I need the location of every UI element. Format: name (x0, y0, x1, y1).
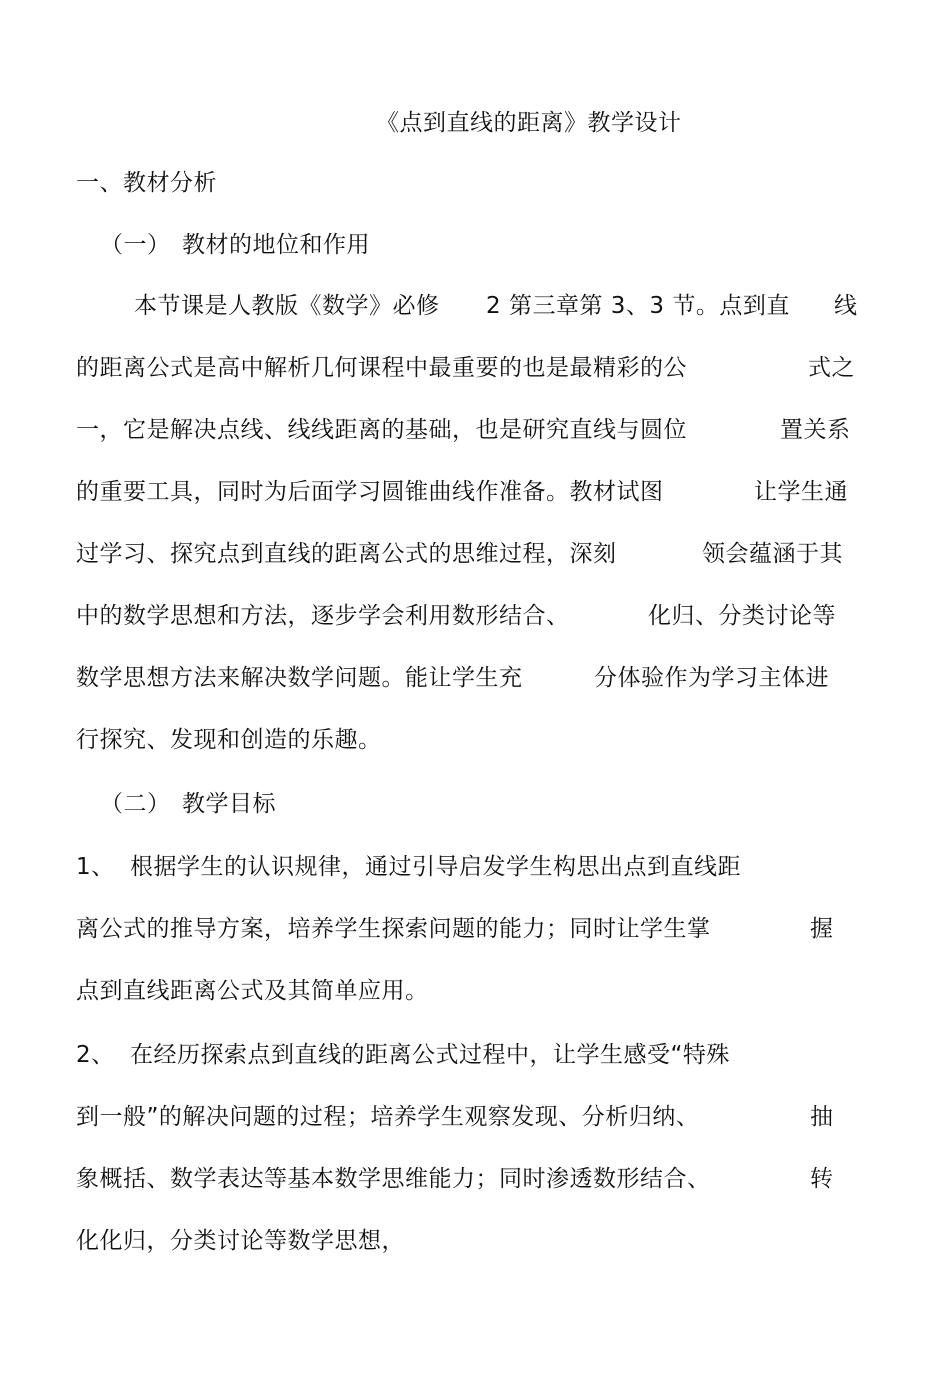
subsection-label: 教材的地位和作用 (182, 232, 370, 258)
goal-line (0, 852, 950, 882)
paragraph-line (0, 291, 950, 321)
goal-line (0, 976, 950, 1006)
paragraph-line (0, 725, 950, 755)
subsection-label: 教学目标 (182, 791, 276, 817)
text-segment: 的距离公式是高中解析几何课程中最重要的也是最精彩的公 (76, 355, 687, 381)
goal-line (0, 914, 950, 944)
text-segment: 让学生通 (754, 479, 848, 505)
text-segment: 分体验作为学习主体进 (594, 665, 829, 691)
text-segment: 式之 (808, 355, 855, 381)
text-segment: 数学思想方法来解决数学问题。能让学生充 (76, 665, 523, 691)
goal-line (0, 1164, 950, 1194)
goal-line (0, 1040, 950, 1070)
document-title: 《点到直线的距离》教学设计 (376, 110, 682, 136)
text-segment: 转 (810, 1166, 834, 1192)
goal-number: 1、 (76, 854, 115, 880)
text-segment: 领会蕴涵于其 (702, 541, 843, 567)
text-segment: 行探究、发现和创造的乐趣。 (76, 727, 382, 753)
text-segment: 离公式的推导方案，培养学生探索问题的能力；同时让学生掌 (76, 916, 711, 942)
text-segment: 中的数学思想和方法，逐步学会利用数形结合、 (76, 603, 570, 629)
text-segment: 抽 (810, 1104, 834, 1130)
paragraph-line (0, 477, 950, 507)
subsection-heading-position-role (100, 230, 370, 260)
subsection-heading-teaching-goals (100, 789, 276, 819)
paragraph-line (0, 353, 950, 383)
subsection-number: （二） (100, 791, 171, 817)
text-segment: 过学习、探究点到直线的距离公式的思维过程，深刻 (76, 541, 617, 567)
text-segment: 到一般”的解决问题的过程；培养学生观察发现、分析归纳、 (76, 1104, 700, 1130)
goal-line (0, 1102, 950, 1132)
subsection-number: （一） (100, 232, 171, 258)
goal-number: 2、 (76, 1042, 115, 1068)
text-segment: 化化归，分类讨论等数学思想， (76, 1228, 405, 1254)
text-segment: 一，它是解决点线、线线距离的基础，也是研究直线与圆位 (76, 417, 687, 443)
text-segment: 化归、分类讨论等 (648, 603, 836, 629)
text-segment: 的重要工具，同时为后面学习圆锥曲线作准备。教材试图 (76, 479, 664, 505)
text-segment: 线 (834, 293, 858, 319)
paragraph-line (0, 539, 950, 569)
text-segment: 在经历探索点到直线的距离公式过程中，让学生感受“特殊 (130, 1042, 730, 1068)
goal-line (0, 1226, 950, 1256)
text-segment: 2 第三章第 3、3 节。点到直 (486, 293, 790, 319)
text-segment: 握 (810, 916, 834, 942)
paragraph-line (0, 415, 950, 445)
text-segment: 象概括、数学表达等基本数学思维能力；同时渗透数形结合、 (76, 1166, 711, 1192)
text-segment: 本节课是人教版《数学》必修 (134, 293, 440, 319)
text-segment: 置关系 (780, 417, 851, 443)
section-heading-textbook-analysis: 一、教材分析 (76, 170, 217, 196)
paragraph-line (0, 663, 950, 693)
paragraph-line (0, 601, 950, 631)
text-segment: 点到直线距离公式及其简单应用。 (76, 978, 429, 1004)
text-segment: 根据学生的认识规律，通过引导启发学生构思出点到直线距 (130, 854, 741, 880)
